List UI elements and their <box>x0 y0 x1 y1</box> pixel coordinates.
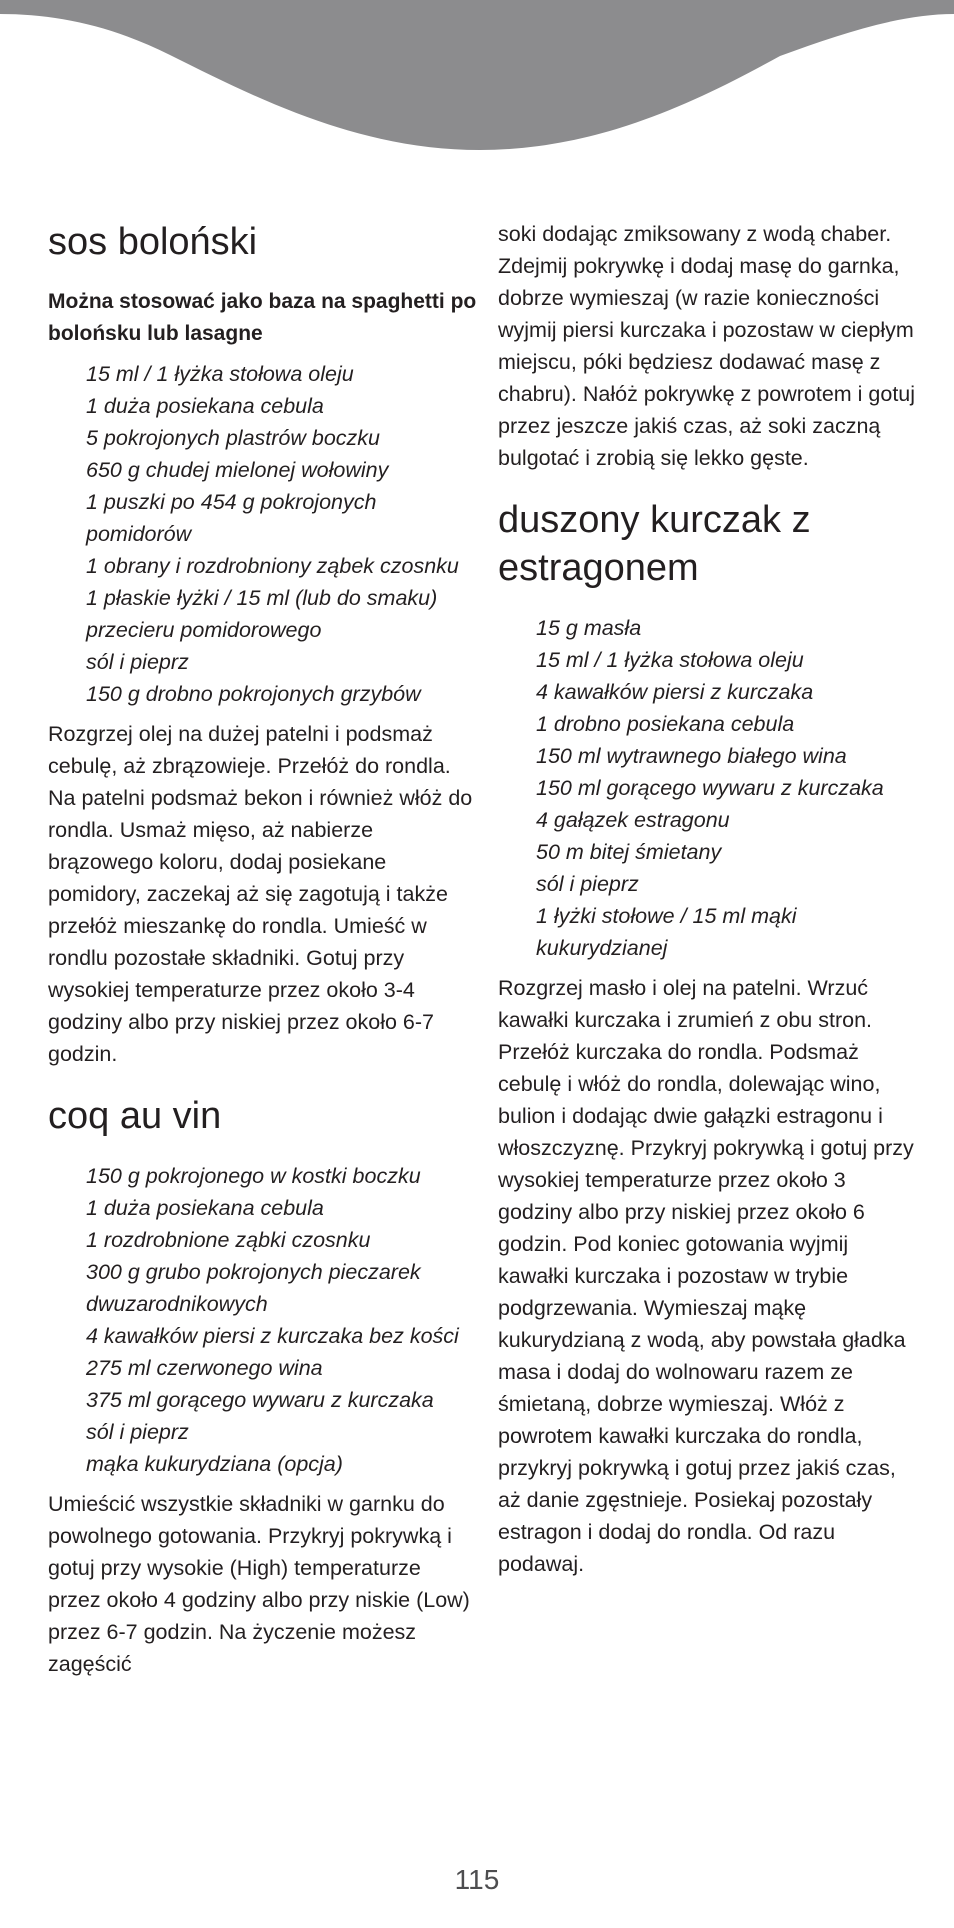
ingredient-item: 4 gałązek estragonu <box>536 808 730 832</box>
ingredient-item: 1 rozdrobnione ząbki czosnku <box>86 1228 371 1252</box>
ingredient-item: sól i pieprz <box>536 872 639 896</box>
ingredient-item: 1 łyżki stołowe / 15 ml mąki kukurydzianej <box>536 904 797 960</box>
recipe-instructions-sos-bolonski: Rozgrzej olej na dużej patelni i podsmaż cebulę, aż zbrązowieje. Przełóż do rondla. Na patelni podsmaż bekon i również włóż do rondla. Usmaż mięso, aż nabierze brązowego koloru, dodaj posiekane pomidory, zaczekaj aż się zagotują i także przełóż mieszankę do rondla. Umieść w rondlu pozostałe składniki. Gotuj przy wysokiej temperaturze przez około 3-4 godziny albo przy niskiej przez około 6-7 godzin. <box>48 722 473 1066</box>
recipe-title-duszony-kurczak: duszony kurczak z estragonem <box>498 499 811 589</box>
ingredient-item: 1 duża posiekana cebula <box>86 1196 324 1220</box>
ingredient-item: 300 g grubo pokrojonych pieczarek dwuzarodnikowych <box>86 1260 421 1316</box>
recipe-subtitle: Można stosować jako baza na spaghetti po bolońsku lub lasagne <box>48 290 477 345</box>
ingredient-item: 150 ml wytrawnego białego wina <box>536 744 847 768</box>
left-column <box>48 218 478 1702</box>
recipe-instructions-duszony-kurczak: Rozgrzej masło i olej na patelni. Wrzuć kawałki kurczaka i zrumień z obu stron. Przełóż kurczaka do rondla. Podsmaż cebulę i włóż do rondla, dolewając wino, bulion i dodając dwie gałązki estragonu i włoszczyznę. Przykryj pokrywką i gotuj przy wysokiej temperaturze przez około 3 godziny albo przy niskiej przez około 6 godzin. Pod koniec gotowania wyjmij kawałki kurczaka i pozostaw w trybie podgrzewania. Wymieszaj mąkę kukurydzianą z wodą, aby powstała gładka masa i dodaj do wolnowaru razem ze śmietaną, dobrze wymieszaj. Włóż z powrotem kawałki kurczaka do rondla, przykryj pokrywką i gotuj przez jakiś czas, aż danie zgęstnieje. Posiekaj pozostały estragon i dodaj do rondla. Od razu podawaj. <box>498 976 914 1576</box>
ingredient-item: sól i pieprz <box>86 1420 189 1444</box>
ingredient-item: 375 ml gorącego wywaru z kurczaka <box>86 1388 434 1412</box>
ingredient-list-sos-bolonski <box>48 358 478 710</box>
ingredient-item: 1 drobno posiekana cebula <box>536 712 795 736</box>
ingredient-item: mąka kukurydziana (opcja) <box>86 1452 343 1476</box>
ingredient-item: 50 m bitej śmietany <box>536 840 722 864</box>
ingredient-item: 15 g masła <box>536 616 642 640</box>
ingredient-item: 15 ml / 1 łyżka stołowa oleju <box>86 362 354 386</box>
recipe-instructions-continuation: soki dodając zmiksowany z wodą chaber. Zdejmij pokrywkę i dodaj masę do garnka, dobrze wymieszaj (w razie konieczności wyjmij piersi kurczaka i pozostaw w ciepłym miejscu, póki będziesz dodawać masę z chabru). Nałóż pokrywkę z powrotem i gotuj przez jeszcze jakiś czas, aż soki zaczną bulgotać i zrobią się lekko gęste. <box>498 222 916 470</box>
ingredient-item: 4 kawałków piersi z kurczaka <box>536 680 814 704</box>
page-number: 115 <box>454 1864 500 1895</box>
ingredient-item: 150 g pokrojonego w kostki boczku <box>86 1164 421 1188</box>
ingredient-item: 1 duża posiekana cebula <box>86 394 324 418</box>
ingredient-item: sól i pieprz <box>86 650 189 674</box>
ingredient-item: 650 g chudej mielonej wołowiny <box>86 458 389 482</box>
right-column <box>498 218 923 1602</box>
recipe-instructions-coq-au-vin: Umieścić wszystkie składniki w garnku do powolnego gotowania. Przykryj pokrywką i gotuj przy wysokie (High) temperaturze przez około 4 godziny albo przy niskie (Low) przez 6-7 godzin. Na życzenie możesz zagęścić <box>48 1492 470 1676</box>
ingredient-list-duszony-kurczak <box>498 612 923 964</box>
header-wave-band <box>0 0 954 160</box>
ingredient-item: 1 puszki po 454 g pokrojonych pomidorów <box>86 490 377 546</box>
ingredient-item: 1 płaskie łyżki / 15 ml (lub do smaku) przecieru pomidorowego <box>86 586 438 642</box>
recipe-title-sos-bolonski: sos boloński <box>48 221 258 263</box>
ingredient-item: 5 pokrojonych plastrów boczku <box>86 426 380 450</box>
ingredient-item: 275 ml czerwonego wina <box>86 1356 323 1380</box>
recipe-title-coq-au-vin: coq au vin <box>48 1095 222 1137</box>
ingredient-item: 4 kawałków piersi z kurczaka bez kości <box>86 1324 459 1348</box>
ingredient-item: 1 obrany i rozdrobniony ząbek czosnku <box>86 554 459 578</box>
ingredient-item: 15 ml / 1 łyżka stołowa oleju <box>536 648 804 672</box>
ingredient-item: 150 g drobno pokrojonych grzybów <box>86 682 421 706</box>
ingredient-list-coq-au-vin <box>48 1160 478 1480</box>
ingredient-item: 150 ml gorącego wywaru z kurczaka <box>536 776 884 800</box>
header-wave-shape <box>0 0 954 150</box>
